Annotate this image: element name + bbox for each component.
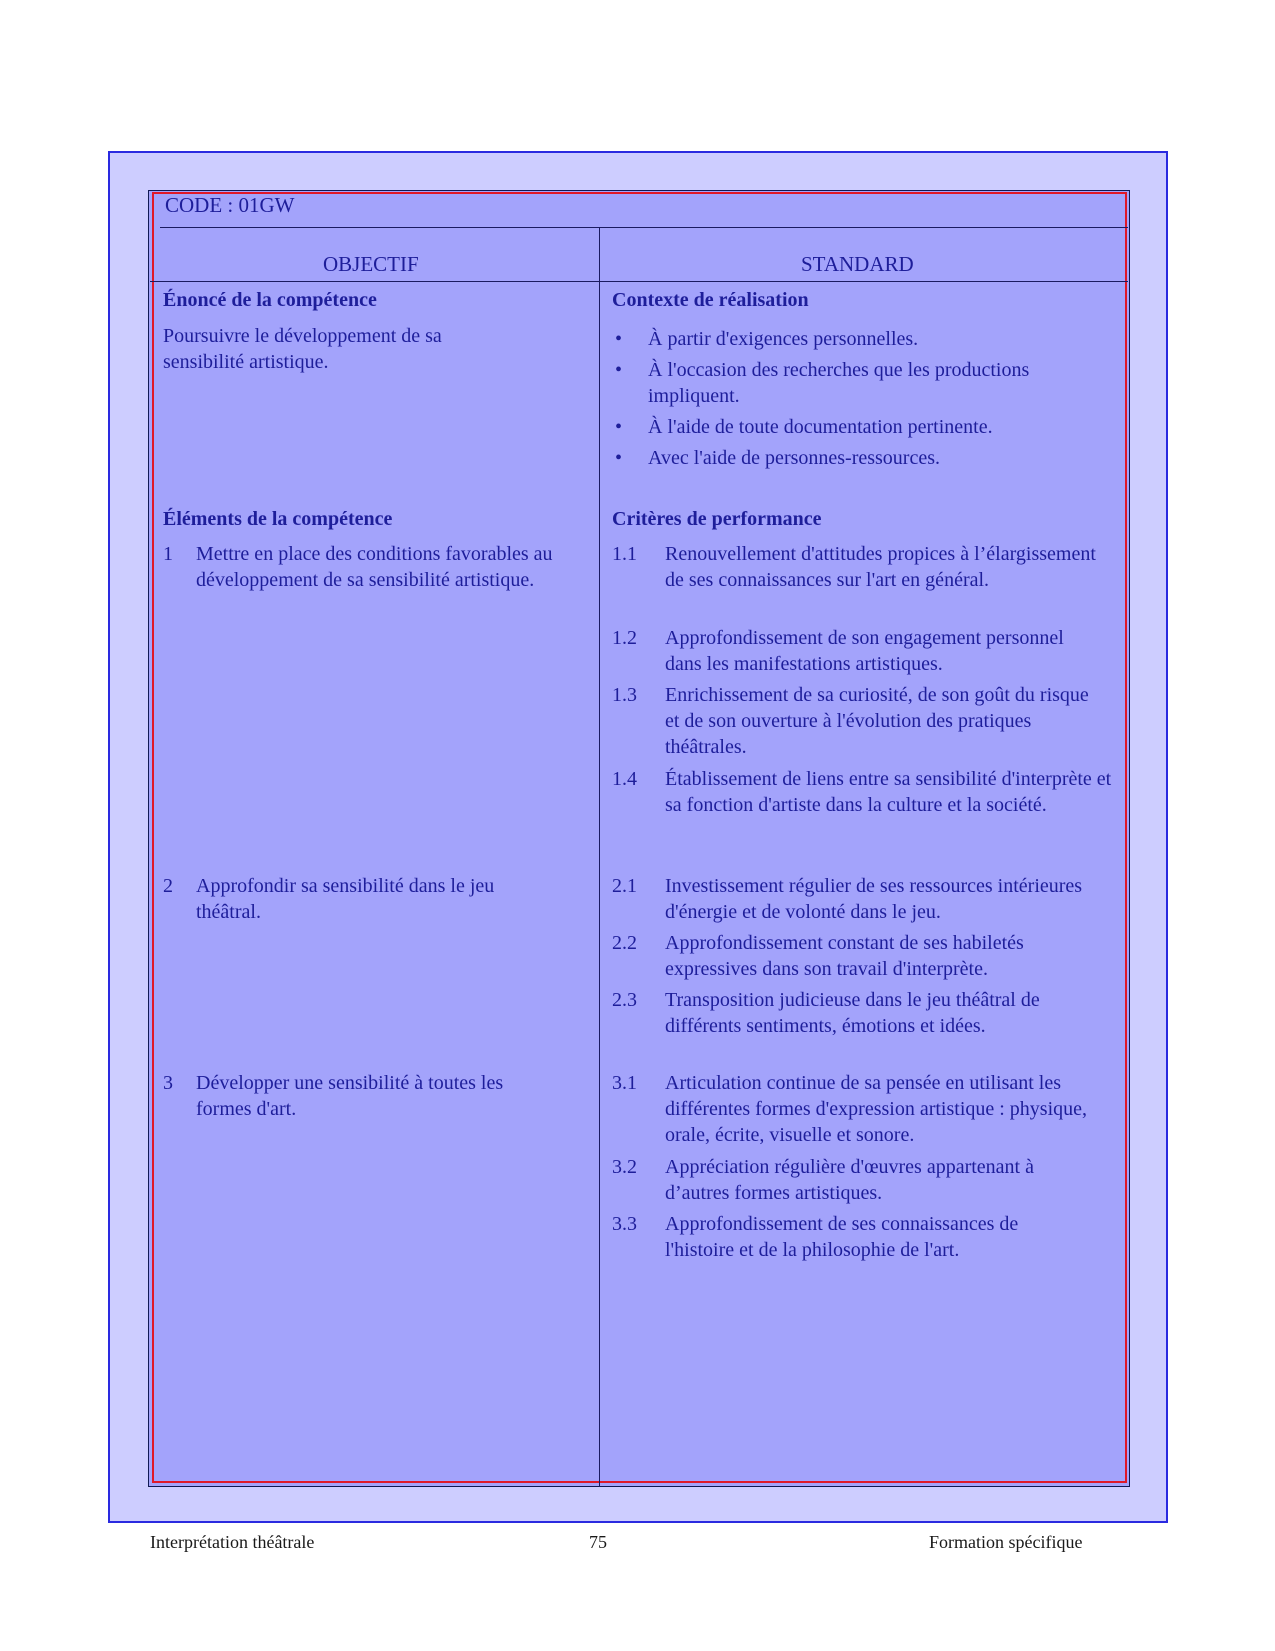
element-number: 3 xyxy=(163,1072,173,1094)
critere-number: 2.3 xyxy=(612,989,637,1011)
critere-item xyxy=(612,930,1117,982)
critere-text: Approfondissement de son engagement personnel dans les manifestations artistiques. xyxy=(665,627,1064,675)
header-divider xyxy=(150,281,1128,282)
critere-number: 3.1 xyxy=(612,1072,637,1094)
element-text: Développer une sensibilité à toutes les formes d'art. xyxy=(196,1072,504,1120)
element-number: 2 xyxy=(163,875,173,897)
list-item: • À partir d'exigences personnelles. xyxy=(615,328,919,350)
critere-number: 1.3 xyxy=(612,684,637,706)
enonce-text: Poursuivre le développement de sa sensibilité artistique. xyxy=(163,325,442,373)
critere-text: Renouvellement d'attitudes propices à l’élargissement de ses connaissances sur l'art en général. xyxy=(665,543,1096,591)
objectif-header: OBJECTIF xyxy=(323,252,419,276)
list-item: • À l'aide de toute documentation pertinente. xyxy=(615,416,993,438)
element-text: Approfondir sa sensibilité dans le jeu théâtral. xyxy=(196,875,495,923)
critere-number: 3.3 xyxy=(612,1213,637,1235)
critere-text: Articulation continue de sa pensée en utilisant les différentes formes d'expression artistique : physique, orale, écrite, visuelle et sonore. xyxy=(665,1072,1088,1146)
list-item: • À l'occasion des recherches que les productions impliquent. xyxy=(615,359,1030,407)
element-item xyxy=(163,541,583,593)
critere-number: 2.2 xyxy=(612,932,637,954)
critere-item xyxy=(612,1070,1117,1148)
bullet-icon: • xyxy=(615,359,623,381)
critere-item xyxy=(612,766,1117,818)
contexte-heading: Contexte de réalisation xyxy=(612,289,809,311)
bullet-icon: • xyxy=(615,328,623,350)
element-item xyxy=(163,1070,583,1122)
bullet-icon: • xyxy=(615,416,623,438)
footer-left: Interprétation théâtrale xyxy=(150,1532,315,1552)
element-text: Mettre en place des conditions favorables au développement de sa sensibilité artistique. xyxy=(196,543,553,591)
critere-text: Approfondissement constant de ses habiletés expressives dans son travail d'interprète. xyxy=(665,932,1024,980)
critere-item xyxy=(612,541,1117,593)
critere-number: 2.1 xyxy=(612,875,637,897)
elements-heading: Éléments de la compétence xyxy=(163,508,393,530)
criteres-heading: Critères de performance xyxy=(612,508,822,530)
footer-right: Formation spécifique xyxy=(929,1532,1083,1552)
critere-text: Approfondissement de ses connaissances de l'histoire et de la philosophie de l'art. xyxy=(665,1213,1019,1261)
critere-number: 1.4 xyxy=(612,768,637,790)
code-label: CODE : 01GW xyxy=(165,193,295,217)
code-divider xyxy=(160,227,1128,228)
critere-text: Investissement régulier de ses ressources intérieures d'énergie et de volonté dans le jeu. xyxy=(665,875,1083,923)
critere-item xyxy=(612,682,1117,760)
critere-item xyxy=(612,1211,1117,1263)
bullet-icon: • xyxy=(615,447,623,469)
standard-header: STANDARD xyxy=(801,252,914,276)
critere-text: Établissement de liens entre sa sensibilité d'interprète et sa fonction d'artiste dans la culture et la société. xyxy=(665,768,1112,816)
critere-item xyxy=(612,873,1117,925)
critere-text: Transposition judicieuse dans le jeu théâtral de différents sentiments, émotions et idées. xyxy=(665,989,1040,1037)
critere-text: Appréciation régulière d'œuvres appartenant à d’autres formes artistiques. xyxy=(665,1156,1034,1204)
element-number: 1 xyxy=(163,543,173,565)
critere-text: Enrichissement de sa curiosité, de son goût du risque et de son ouverture à l'évolution des pratiques théâtrales. xyxy=(665,684,1089,758)
critere-item xyxy=(612,1154,1117,1206)
element-item xyxy=(163,873,583,925)
critere-item xyxy=(612,625,1117,677)
critere-item xyxy=(612,987,1117,1039)
list-item: • Avec l'aide de personnes-ressources. xyxy=(615,447,941,469)
page-number: 75 xyxy=(589,1532,607,1552)
critere-number: 1.1 xyxy=(612,543,637,565)
column-divider xyxy=(599,228,600,1487)
contexte-list xyxy=(613,326,1093,476)
critere-number: 1.2 xyxy=(612,627,637,649)
critere-number: 3.2 xyxy=(612,1156,637,1178)
enonce-heading: Énoncé de la compétence xyxy=(163,289,377,311)
